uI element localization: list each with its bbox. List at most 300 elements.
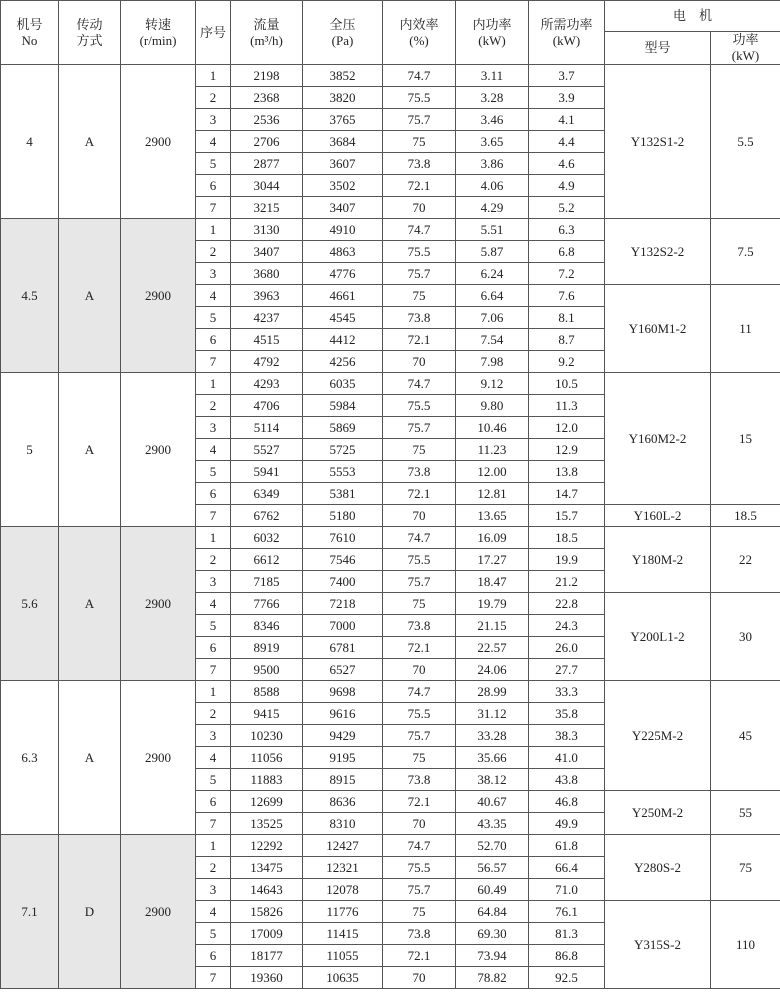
- speed-cell: 2900: [121, 219, 196, 373]
- pressure-cell: 11415: [303, 923, 383, 945]
- flow-cell: 11056: [231, 747, 303, 769]
- machine-no-cell: 5.6: [1, 527, 59, 681]
- efficiency-cell: 72.1: [383, 329, 456, 351]
- drive-cell: A: [59, 65, 121, 219]
- table-row: [1, 835, 780, 857]
- efficiency-cell: 73.8: [383, 769, 456, 791]
- seq-cell: 3: [196, 109, 231, 131]
- efficiency-cell: 72.1: [383, 175, 456, 197]
- efficiency-cell: 74.7: [383, 527, 456, 549]
- inner-power-cell: 4.06: [456, 175, 529, 197]
- efficiency-cell: 74.7: [383, 65, 456, 87]
- inner-power-cell: 9.12: [456, 373, 529, 395]
- seq-cell: 6: [196, 791, 231, 813]
- drive-cell: A: [59, 681, 121, 835]
- inner-power-cell: 4.29: [456, 197, 529, 219]
- efficiency-cell: 70: [383, 813, 456, 835]
- pressure-cell: 6035: [303, 373, 383, 395]
- machine-no-cell: 6.3: [1, 681, 59, 835]
- seq-cell: 2: [196, 241, 231, 263]
- required-power-cell: 7.2: [529, 263, 605, 285]
- seq-cell: 3: [196, 263, 231, 285]
- flow-cell: 5527: [231, 439, 303, 461]
- inner-power-cell: 3.86: [456, 153, 529, 175]
- inner-power-cell: 35.66: [456, 747, 529, 769]
- required-power-cell: 24.3: [529, 615, 605, 637]
- motor-model-cell: Y250M-2: [605, 791, 711, 835]
- flow-cell: 5941: [231, 461, 303, 483]
- required-power-cell: 43.8: [529, 769, 605, 791]
- seq-cell: 5: [196, 769, 231, 791]
- required-power-cell: 8.7: [529, 329, 605, 351]
- inner-power-cell: 13.65: [456, 505, 529, 527]
- flow-cell: 4515: [231, 329, 303, 351]
- speed-cell: 2900: [121, 373, 196, 527]
- required-power-cell: 19.9: [529, 549, 605, 571]
- pressure-cell: 9698: [303, 681, 383, 703]
- motor-power-cell: 5.5: [711, 65, 780, 219]
- inner-power-cell: 52.70: [456, 835, 529, 857]
- required-power-cell: 12.9: [529, 439, 605, 461]
- efficiency-cell: 75: [383, 901, 456, 923]
- pressure-cell: 4661: [303, 285, 383, 307]
- inner-power-cell: 43.35: [456, 813, 529, 835]
- motor-power-cell: 55: [711, 791, 780, 835]
- flow-cell: 10230: [231, 725, 303, 747]
- pressure-cell: 3820: [303, 87, 383, 109]
- seq-cell: 1: [196, 835, 231, 857]
- pressure-cell: 9616: [303, 703, 383, 725]
- efficiency-cell: 75.5: [383, 857, 456, 879]
- required-power-cell: 22.8: [529, 593, 605, 615]
- pressure-cell: 5381: [303, 483, 383, 505]
- pressure-cell: 5984: [303, 395, 383, 417]
- efficiency-cell: 72.1: [383, 945, 456, 967]
- seq-cell: 2: [196, 395, 231, 417]
- required-power-cell: 4.6: [529, 153, 605, 175]
- pressure-cell: 6781: [303, 637, 383, 659]
- efficiency-cell: 75.7: [383, 109, 456, 131]
- required-power-cell: 61.8: [529, 835, 605, 857]
- required-power-cell: 76.1: [529, 901, 605, 923]
- efficiency-cell: 73.8: [383, 461, 456, 483]
- motor-model-cell: Y200L1-2: [605, 593, 711, 681]
- efficiency-cell: 74.7: [383, 219, 456, 241]
- efficiency-cell: 75.7: [383, 417, 456, 439]
- seq-cell: 6: [196, 637, 231, 659]
- inner-power-cell: 5.87: [456, 241, 529, 263]
- inner-power-cell: 19.79: [456, 593, 529, 615]
- flow-cell: 19360: [231, 967, 303, 989]
- table-row: [1, 65, 780, 87]
- inner-power-cell: 60.49: [456, 879, 529, 901]
- flow-cell: 18177: [231, 945, 303, 967]
- drive-cell: A: [59, 219, 121, 373]
- table-body: [1, 65, 780, 989]
- flow-cell: 3407: [231, 241, 303, 263]
- header-seq: 序号: [196, 1, 231, 65]
- motor-model-cell: Y180M-2: [605, 527, 711, 593]
- required-power-cell: 6.8: [529, 241, 605, 263]
- pressure-cell: 3502: [303, 175, 383, 197]
- motor-power-cell: 18.5: [711, 505, 780, 527]
- header-drive: 传动 方式: [59, 1, 121, 65]
- required-power-cell: 27.7: [529, 659, 605, 681]
- pressure-cell: 7218: [303, 593, 383, 615]
- flow-cell: 6349: [231, 483, 303, 505]
- machine-no-cell: 5: [1, 373, 59, 527]
- motor-model-cell: Y132S1-2: [605, 65, 711, 219]
- efficiency-cell: 75.7: [383, 263, 456, 285]
- efficiency-cell: 72.1: [383, 637, 456, 659]
- inner-power-cell: 6.64: [456, 285, 529, 307]
- pressure-cell: 12427: [303, 835, 383, 857]
- pressure-cell: 12078: [303, 879, 383, 901]
- pressure-cell: 8915: [303, 769, 383, 791]
- inner-power-cell: 3.46: [456, 109, 529, 131]
- motor-power-cell: 11: [711, 285, 780, 373]
- header-motor-model: 型号: [605, 32, 711, 65]
- seq-cell: 3: [196, 879, 231, 901]
- inner-power-cell: 7.98: [456, 351, 529, 373]
- seq-cell: 4: [196, 285, 231, 307]
- efficiency-cell: 73.8: [383, 153, 456, 175]
- inner-power-cell: 7.54: [456, 329, 529, 351]
- seq-cell: 1: [196, 681, 231, 703]
- pressure-cell: 3607: [303, 153, 383, 175]
- header-motor-power: 功率 (kW): [711, 32, 780, 65]
- inner-power-cell: 10.46: [456, 417, 529, 439]
- pressure-cell: 4412: [303, 329, 383, 351]
- seq-cell: 3: [196, 725, 231, 747]
- seq-cell: 1: [196, 373, 231, 395]
- required-power-cell: 4.1: [529, 109, 605, 131]
- flow-cell: 7766: [231, 593, 303, 615]
- drive-cell: A: [59, 373, 121, 527]
- seq-cell: 4: [196, 747, 231, 769]
- flow-cell: 17009: [231, 923, 303, 945]
- speed-cell: 2900: [121, 527, 196, 681]
- flow-cell: 15826: [231, 901, 303, 923]
- flow-cell: 3130: [231, 219, 303, 241]
- pressure-cell: 5180: [303, 505, 383, 527]
- flow-cell: 12699: [231, 791, 303, 813]
- required-power-cell: 38.3: [529, 725, 605, 747]
- table-row: [1, 681, 780, 703]
- pressure-cell: 8310: [303, 813, 383, 835]
- seq-cell: 5: [196, 923, 231, 945]
- efficiency-cell: 75.5: [383, 87, 456, 109]
- flow-cell: 3044: [231, 175, 303, 197]
- flow-cell: 14643: [231, 879, 303, 901]
- header-machine-no: 机号 No: [1, 1, 59, 65]
- inner-power-cell: 3.28: [456, 87, 529, 109]
- pressure-cell: 5869: [303, 417, 383, 439]
- flow-cell: 7185: [231, 571, 303, 593]
- header-inner-power: 内功率 (kW): [456, 1, 529, 65]
- required-power-cell: 66.4: [529, 857, 605, 879]
- seq-cell: 3: [196, 417, 231, 439]
- seq-cell: 3: [196, 571, 231, 593]
- flow-cell: 2877: [231, 153, 303, 175]
- flow-cell: 6612: [231, 549, 303, 571]
- required-power-cell: 86.8: [529, 945, 605, 967]
- required-power-cell: 8.1: [529, 307, 605, 329]
- flow-cell: 4237: [231, 307, 303, 329]
- pressure-cell: 5725: [303, 439, 383, 461]
- required-power-cell: 12.0: [529, 417, 605, 439]
- drive-cell: D: [59, 835, 121, 989]
- efficiency-cell: 70: [383, 505, 456, 527]
- efficiency-cell: 75.5: [383, 703, 456, 725]
- flow-cell: 3680: [231, 263, 303, 285]
- inner-power-cell: 78.82: [456, 967, 529, 989]
- flow-cell: 5114: [231, 417, 303, 439]
- flow-cell: 9500: [231, 659, 303, 681]
- flow-cell: 8346: [231, 615, 303, 637]
- header-pressure: 全压 (Pa): [303, 1, 383, 65]
- seq-cell: 2: [196, 703, 231, 725]
- inner-power-cell: 56.57: [456, 857, 529, 879]
- motor-model-cell: Y132S2-2: [605, 219, 711, 285]
- seq-cell: 4: [196, 593, 231, 615]
- pressure-cell: 12321: [303, 857, 383, 879]
- pressure-cell: 9429: [303, 725, 383, 747]
- flow-cell: 11883: [231, 769, 303, 791]
- seq-cell: 7: [196, 967, 231, 989]
- inner-power-cell: 69.30: [456, 923, 529, 945]
- inner-power-cell: 12.00: [456, 461, 529, 483]
- inner-power-cell: 33.28: [456, 725, 529, 747]
- header-flow: 流量 (m³/h): [231, 1, 303, 65]
- efficiency-cell: 72.1: [383, 791, 456, 813]
- pressure-cell: 3407: [303, 197, 383, 219]
- motor-power-cell: 45: [711, 681, 780, 791]
- motor-power-cell: 22: [711, 527, 780, 593]
- header-required-power: 所需功率 (kW): [529, 1, 605, 65]
- table-row: [1, 527, 780, 549]
- flow-cell: 2368: [231, 87, 303, 109]
- flow-cell: 2536: [231, 109, 303, 131]
- pressure-cell: 5553: [303, 461, 383, 483]
- inner-power-cell: 31.12: [456, 703, 529, 725]
- pressure-cell: 4910: [303, 219, 383, 241]
- inner-power-cell: 7.06: [456, 307, 529, 329]
- seq-cell: 5: [196, 615, 231, 637]
- required-power-cell: 3.9: [529, 87, 605, 109]
- required-power-cell: 92.5: [529, 967, 605, 989]
- flow-cell: 12292: [231, 835, 303, 857]
- efficiency-cell: 73.8: [383, 923, 456, 945]
- efficiency-cell: 70: [383, 197, 456, 219]
- efficiency-cell: 75: [383, 285, 456, 307]
- required-power-cell: 13.8: [529, 461, 605, 483]
- pressure-cell: 11776: [303, 901, 383, 923]
- efficiency-cell: 75: [383, 131, 456, 153]
- efficiency-cell: 75.7: [383, 879, 456, 901]
- required-power-cell: 7.6: [529, 285, 605, 307]
- required-power-cell: 21.2: [529, 571, 605, 593]
- flow-cell: 6762: [231, 505, 303, 527]
- motor-model-cell: Y225M-2: [605, 681, 711, 791]
- inner-power-cell: 6.24: [456, 263, 529, 285]
- pressure-cell: 11055: [303, 945, 383, 967]
- seq-cell: 7: [196, 351, 231, 373]
- efficiency-cell: 75.5: [383, 395, 456, 417]
- flow-cell: 3963: [231, 285, 303, 307]
- inner-power-cell: 64.84: [456, 901, 529, 923]
- required-power-cell: 71.0: [529, 879, 605, 901]
- seq-cell: 2: [196, 857, 231, 879]
- seq-cell: 4: [196, 439, 231, 461]
- table-row: [1, 373, 780, 395]
- required-power-cell: 14.7: [529, 483, 605, 505]
- pressure-cell: 6527: [303, 659, 383, 681]
- seq-cell: 2: [196, 87, 231, 109]
- required-power-cell: 11.3: [529, 395, 605, 417]
- inner-power-cell: 21.15: [456, 615, 529, 637]
- seq-cell: 5: [196, 461, 231, 483]
- pressure-cell: 10635: [303, 967, 383, 989]
- seq-cell: 7: [196, 197, 231, 219]
- pressure-cell: 4545: [303, 307, 383, 329]
- inner-power-cell: 22.57: [456, 637, 529, 659]
- efficiency-cell: 75: [383, 593, 456, 615]
- pressure-cell: 4863: [303, 241, 383, 263]
- seq-cell: 7: [196, 505, 231, 527]
- inner-power-cell: 18.47: [456, 571, 529, 593]
- speed-cell: 2900: [121, 835, 196, 989]
- efficiency-cell: 70: [383, 659, 456, 681]
- motor-model-cell: Y160L-2: [605, 505, 711, 527]
- pressure-cell: 7400: [303, 571, 383, 593]
- seq-cell: 6: [196, 945, 231, 967]
- inner-power-cell: 12.81: [456, 483, 529, 505]
- drive-cell: A: [59, 527, 121, 681]
- inner-power-cell: 11.23: [456, 439, 529, 461]
- seq-cell: 7: [196, 813, 231, 835]
- pressure-cell: 3852: [303, 65, 383, 87]
- required-power-cell: 9.2: [529, 351, 605, 373]
- required-power-cell: 4.4: [529, 131, 605, 153]
- efficiency-cell: 74.7: [383, 373, 456, 395]
- pressure-cell: 7000: [303, 615, 383, 637]
- inner-power-cell: 17.27: [456, 549, 529, 571]
- machine-no-cell: 7.1: [1, 835, 59, 989]
- motor-model-cell: Y160M1-2: [605, 285, 711, 373]
- seq-cell: 6: [196, 483, 231, 505]
- pressure-cell: 4776: [303, 263, 383, 285]
- header-motor: 电 机: [605, 1, 780, 32]
- required-power-cell: 4.9: [529, 175, 605, 197]
- inner-power-cell: 73.94: [456, 945, 529, 967]
- flow-cell: 2198: [231, 65, 303, 87]
- flow-cell: 13475: [231, 857, 303, 879]
- machine-no-cell: 4: [1, 65, 59, 219]
- seq-cell: 1: [196, 219, 231, 241]
- inner-power-cell: 16.09: [456, 527, 529, 549]
- table-row: [1, 219, 780, 241]
- speed-cell: 2900: [121, 681, 196, 835]
- machine-no-cell: 4.5: [1, 219, 59, 373]
- required-power-cell: 81.3: [529, 923, 605, 945]
- efficiency-cell: 75.5: [383, 241, 456, 263]
- efficiency-cell: 74.7: [383, 681, 456, 703]
- motor-power-cell: 15: [711, 373, 780, 505]
- inner-power-cell: 38.12: [456, 769, 529, 791]
- seq-cell: 2: [196, 549, 231, 571]
- motor-model-cell: Y160M2-2: [605, 373, 711, 505]
- flow-cell: 2706: [231, 131, 303, 153]
- header-speed: 转速 (r/min): [121, 1, 196, 65]
- efficiency-cell: 72.1: [383, 483, 456, 505]
- required-power-cell: 35.8: [529, 703, 605, 725]
- seq-cell: 6: [196, 329, 231, 351]
- flow-cell: 4706: [231, 395, 303, 417]
- motor-power-cell: 30: [711, 593, 780, 681]
- efficiency-cell: 73.8: [383, 615, 456, 637]
- flow-cell: 4792: [231, 351, 303, 373]
- required-power-cell: 10.5: [529, 373, 605, 395]
- pressure-cell: 3684: [303, 131, 383, 153]
- seq-cell: 1: [196, 65, 231, 87]
- seq-cell: 4: [196, 131, 231, 153]
- speed-cell: 2900: [121, 65, 196, 219]
- efficiency-cell: 75: [383, 439, 456, 461]
- flow-cell: 13525: [231, 813, 303, 835]
- inner-power-cell: 5.51: [456, 219, 529, 241]
- inner-power-cell: 9.80: [456, 395, 529, 417]
- required-power-cell: 5.2: [529, 197, 605, 219]
- required-power-cell: 6.3: [529, 219, 605, 241]
- motor-model-cell: Y315S-2: [605, 901, 711, 989]
- seq-cell: 1: [196, 527, 231, 549]
- required-power-cell: 3.7: [529, 65, 605, 87]
- seq-cell: 5: [196, 153, 231, 175]
- flow-cell: 8919: [231, 637, 303, 659]
- table-header: [1, 1, 780, 65]
- flow-cell: 4293: [231, 373, 303, 395]
- flow-cell: 8588: [231, 681, 303, 703]
- efficiency-cell: 74.7: [383, 835, 456, 857]
- inner-power-cell: 3.65: [456, 131, 529, 153]
- seq-cell: 5: [196, 307, 231, 329]
- motor-power-cell: 7.5: [711, 219, 780, 285]
- pressure-cell: 7546: [303, 549, 383, 571]
- flow-cell: 3215: [231, 197, 303, 219]
- flow-cell: 6032: [231, 527, 303, 549]
- required-power-cell: 33.3: [529, 681, 605, 703]
- pressure-cell: 8636: [303, 791, 383, 813]
- inner-power-cell: 28.99: [456, 681, 529, 703]
- motor-power-cell: 110: [711, 901, 780, 989]
- required-power-cell: 15.7: [529, 505, 605, 527]
- required-power-cell: 18.5: [529, 527, 605, 549]
- efficiency-cell: 70: [383, 351, 456, 373]
- required-power-cell: 46.8: [529, 791, 605, 813]
- efficiency-cell: 75.7: [383, 571, 456, 593]
- pressure-cell: 3765: [303, 109, 383, 131]
- pressure-cell: 7610: [303, 527, 383, 549]
- required-power-cell: 26.0: [529, 637, 605, 659]
- motor-model-cell: Y280S-2: [605, 835, 711, 901]
- required-power-cell: 49.9: [529, 813, 605, 835]
- pressure-cell: 9195: [303, 747, 383, 769]
- seq-cell: 6: [196, 175, 231, 197]
- seq-cell: 4: [196, 901, 231, 923]
- efficiency-cell: 73.8: [383, 307, 456, 329]
- seq-cell: 7: [196, 659, 231, 681]
